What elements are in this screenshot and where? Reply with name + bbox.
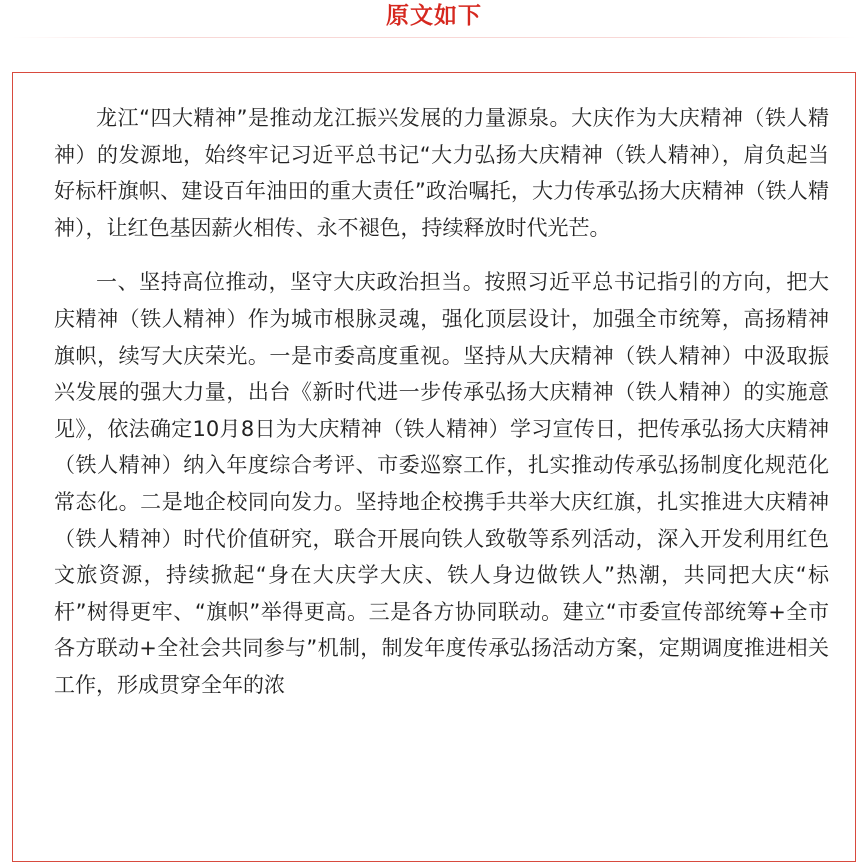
page-header xyxy=(0,0,868,32)
page-title: 原文如下 xyxy=(386,3,482,29)
article-body xyxy=(12,72,856,862)
article-paragraph: 龙江“四大精神”是推动龙江振兴发展的力量源泉。大庆作为大庆精神（铁人精神）的发源地，始终牢记习近平总书记“大力弘扬大庆精神（铁人精神），肩负起当好标杆旗帜、建设百年油田的重大责任”政治嘱托，大力传承弘扬大庆精神（铁人精神），让红色基因薪火相传、永不褪色，持续释放时代光芒。 xyxy=(54,106,829,240)
article-paragraph: 一、坚持高位推动，坚守大庆政治担当。按照习近平总书记指引的方向，把大庆精神（铁人精神）作为城市根脉灵魂，强化顶层设计，加强全市统筹，高扬精神旗帜，续写大庆荣光。一是市委高度重视。坚持从大庆精神（铁人精神）中汲取振兴发展的强大力量，出台《新时代进一步传承弘扬大庆精神（铁人精神）的实施意见》，依法确定10月8日为大庆精神（铁人精神）学习宣传日，把传承弘扬大庆精神（铁人精神）纳入年度综合考评、市委巡察工作，扎实推动传承弘扬制度化规范化常态化。二是地企校同向发力。坚持地企校携手共举大庆红旗，扎实推进大庆精神（铁人精神）时代价值研究，联合开展向铁人致敬等系列活动，深入开发利用红色文旅资源，持续掀起“身在大庆学大庆、铁人身边做铁人”热潮，共同把大庆“标杆”树得更牢、“旗帜”举得更高。三是各方协同联动。建立“市委宣传部统筹+全市各方联动+全社会共同参与”机制，制发年度传承弘扬活动方案，定期调度推进相关工作，形成贯穿全年的浓 xyxy=(54,270,829,697)
header-divider xyxy=(12,37,856,38)
